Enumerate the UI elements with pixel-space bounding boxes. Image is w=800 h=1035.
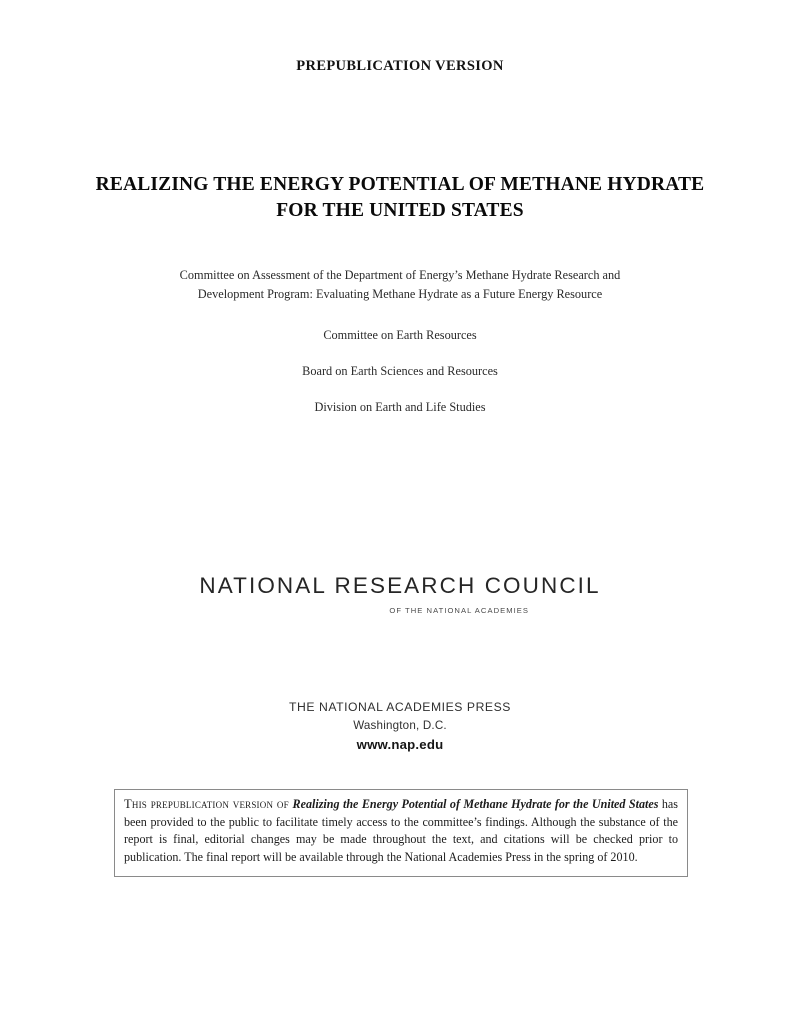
committee-on-earth-resources: Committee on Earth Resources: [323, 328, 477, 342]
logo-affiliation-wrap: [0, 599, 800, 618]
board-on-earth-sciences-and-resources: Board on Earth Sciences and Resources: [302, 364, 498, 378]
prepublication-notice-text: [124, 796, 678, 866]
division-on-earth-and-life-studies: Division on Earth and Life Studies: [314, 400, 486, 414]
logo-affiliation-text: OF THE NATIONAL ACADEMIES: [389, 606, 529, 615]
publisher-name: THE NATIONAL ACADEMIES PRESS: [289, 700, 511, 714]
national-research-council-logo: [0, 573, 800, 618]
notice-lead-smallcaps: This prepublication version of: [124, 797, 293, 811]
committee-block: [100, 266, 700, 415]
publisher-url[interactable]: www.nap.edu: [356, 737, 444, 752]
page-title: [60, 172, 740, 224]
prepublication-notice-box: [114, 789, 688, 877]
notice-body: has been provided to the public to facilitate timely access to the committee’s findings. Although the substance of the report is final, editorial changes may be made throughout the text, and citations will be checked prior to publication. The final report will be available through the National Academies Press in the spring of 2010.: [124, 797, 678, 864]
committee-name-line-2: Development Program: Evaluating Methane Hydrate as a Future Energy Resource: [197, 286, 603, 301]
publisher-block: [0, 700, 800, 752]
logo-affiliation-inner: [271, 600, 529, 618]
notice-report-title: Realizing the Energy Potential of Methane Hydrate for the United States: [292, 797, 659, 811]
committee-name-line-1: Committee on Assessment of the Department of Energy’s Methane Hydrate Research and: [179, 268, 621, 282]
title-line-2: FOR THE UNITED STATES: [276, 200, 524, 221]
title-line-1: REALIZING THE ENERGY POTENTIAL OF METHANE HYDRATE: [95, 174, 705, 195]
publisher-city: Washington, D.C.: [353, 719, 447, 732]
prepublication-banner: PREPUBLICATION VERSION: [296, 58, 504, 74]
logo-organization-name: NATIONAL RESEARCH COUNCIL: [199, 573, 601, 598]
